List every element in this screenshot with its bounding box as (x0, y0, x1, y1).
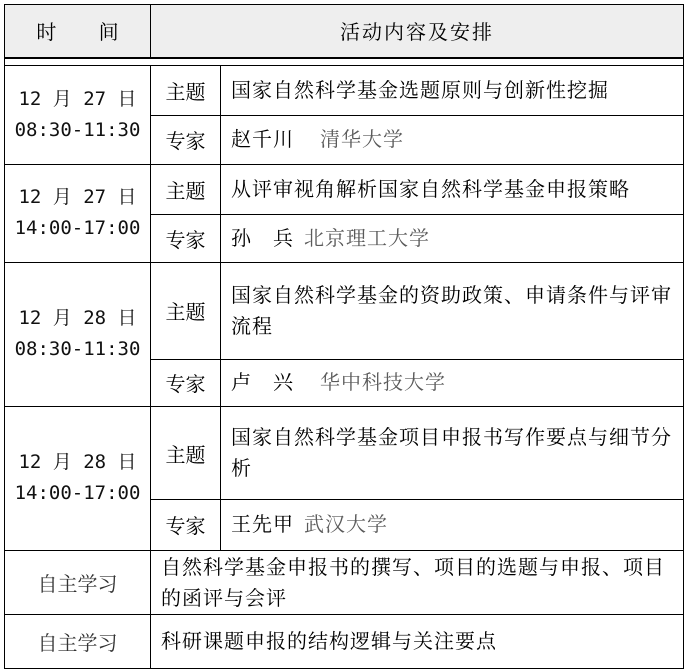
expert-cell (221, 116, 684, 165)
self-study-row (5, 550, 684, 615)
expert-org: 武汉大学 (304, 512, 388, 537)
header-activity: 活动内容及安排 (151, 5, 684, 58)
topic-label: 主题 (151, 164, 221, 215)
self-study-row (5, 615, 684, 669)
session-date: 12 月 27 日 (18, 87, 137, 110)
session-row-topic (5, 65, 684, 116)
topic-label: 主题 (151, 262, 221, 359)
schedule-table (4, 4, 684, 669)
table-header (5, 5, 684, 58)
expert-label: 专家 (151, 359, 221, 407)
session-date: 12 月 28 日 (18, 307, 137, 330)
session-time: 08:30-11:30 (14, 338, 141, 361)
expert-label: 专家 (151, 116, 221, 165)
expert-cell (221, 215, 684, 263)
session-date: 12 月 27 日 (18, 186, 137, 209)
session-time-cell (5, 65, 151, 164)
session-row-topic (5, 262, 684, 359)
expert-org: 北京理工大学 (304, 225, 430, 250)
topic-text: 国家自然科学基金项目申报书写作要点与细节分析 (221, 407, 684, 500)
session-time: 14:00-17:00 (14, 482, 141, 505)
session-row-topic (5, 407, 684, 500)
session-time: 08:30-11:30 (14, 118, 141, 141)
session-row-topic (5, 164, 684, 215)
self-study-label: 自主学习 (5, 550, 151, 615)
topic-text: 国家自然科学基金的资助政策、申请条件与评审流程 (221, 262, 684, 359)
session-time-cell (5, 407, 151, 551)
self-study-content: 科研课题申报的结构逻辑与关注要点 (151, 615, 684, 669)
topic-text: 从评审视角解析国家自然科学基金申报策略 (221, 164, 684, 215)
topic-text: 国家自然科学基金选题原则与创新性挖掘 (221, 65, 684, 116)
session-time: 14:00-17:00 (14, 217, 141, 240)
expert-name: 赵千川 (231, 127, 294, 152)
expert-cell (221, 500, 684, 551)
expert-label: 专家 (151, 215, 221, 263)
self-study-label: 自主学习 (5, 615, 151, 669)
header-time: 时 间 (5, 5, 151, 58)
expert-cell (221, 359, 684, 407)
expert-org: 清华大学 (320, 127, 404, 152)
expert-name: 卢 兴 (231, 370, 294, 395)
session-time-cell (5, 164, 151, 262)
expert-label: 专家 (151, 500, 221, 551)
expert-name: 王先甲 (231, 512, 294, 537)
session-time-cell (5, 262, 151, 407)
self-study-content: 自然科学基金申报书的撰写、项目的选题与申报、项目的函评与会评 (151, 550, 684, 615)
expert-org: 华中科技大学 (320, 370, 446, 395)
header-gap (5, 58, 684, 66)
topic-label: 主题 (151, 65, 221, 116)
expert-name: 孙 兵 (231, 225, 294, 250)
session-date: 12 月 28 日 (18, 451, 137, 474)
topic-label: 主题 (151, 407, 221, 500)
